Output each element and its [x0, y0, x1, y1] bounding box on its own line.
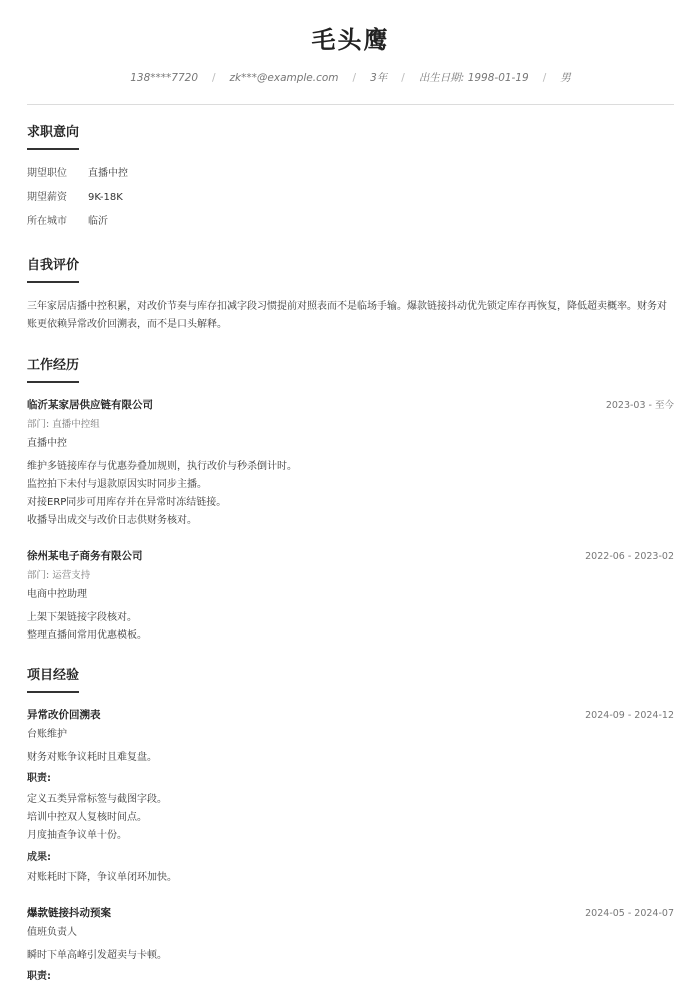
- intent-key: 所在城市: [27, 216, 67, 227]
- section-underline: [27, 148, 79, 150]
- project-date: 2024-05 - 2024-07: [585, 908, 674, 919]
- intent-row-city: [27, 215, 108, 229]
- job-org: 徐州某电子商务有限公司: [27, 550, 143, 562]
- job-date: 2022-06 - 2023-02: [585, 551, 674, 562]
- separator: /: [401, 72, 405, 84]
- section-underline: [27, 281, 79, 283]
- job-role: 直播中控: [27, 438, 67, 449]
- intent-row-salary: [27, 191, 123, 205]
- duty-line: 收播导出成交与改价日志供财务核对。: [27, 515, 197, 526]
- section-title-projects: [27, 667, 79, 685]
- duty-line: 定义五类异常标签与截图字段。: [27, 794, 167, 805]
- section-title-text: 求职意向: [27, 125, 80, 140]
- section-title-text: 工作经历: [27, 358, 80, 373]
- intent-key: 期望薪资: [27, 192, 67, 203]
- project-result-label: 成果:: [27, 852, 51, 863]
- job-date: 2023-03 - 至今: [605, 400, 674, 411]
- duty-line: 上架下架链接字段核对。: [27, 612, 137, 623]
- separator: /: [542, 72, 547, 84]
- section-title-work: [27, 357, 79, 375]
- gender-text: 男: [560, 72, 571, 84]
- duty-line: 监控拍下未付与退款原因实时同步主播。: [27, 479, 207, 490]
- intent-value: 直播中控: [88, 168, 128, 179]
- intent-key: 期望职位: [27, 168, 67, 179]
- separator: /: [352, 72, 357, 84]
- project-role: 值班负责人: [27, 927, 77, 938]
- project-desc: 瞬时下单高峰引发超卖与卡顿。: [27, 950, 167, 961]
- project-date: 2024-09 - 2024-12: [585, 710, 674, 721]
- duty-line: 月度抽查争议单十份。: [27, 830, 127, 841]
- project-desc: 财务对账争议耗时且难复盘。: [27, 752, 157, 763]
- duty-line: 对接ERP同步可用库存并在异常时冻结链接。: [27, 497, 227, 508]
- summary-text: 三年家居店播中控积累，对改价节奏与库存扣减字段习惯提前对照表而不是临场手输。爆款链接抖动优先锁定库存再恢复，降低超卖概率。财务对账更依赖异常改价回溯表，而不是口头解释。: [27, 301, 667, 330]
- job-duties: [27, 458, 297, 530]
- candidate-name: 毛头鹰: [311, 26, 390, 54]
- duty-line: 培训中控双人复核时间点。: [27, 812, 147, 823]
- phone-text: 138****7720: [130, 72, 198, 84]
- project-name: 异常改价回溯表: [27, 709, 101, 721]
- job-role: 电商中控助理: [27, 589, 87, 600]
- job-dept: 部门: 运营支持: [27, 570, 91, 581]
- section-title-text: 自我评价: [27, 258, 80, 273]
- project-result: 对账耗时下降，争议单闭环加快。: [27, 872, 177, 883]
- intent-value: 9K-18K: [88, 192, 123, 203]
- job-dept: 部门: 直播中控组: [27, 419, 100, 430]
- job-org: 临沂某家居供应链有限公司: [27, 399, 153, 411]
- separator: /: [212, 72, 216, 84]
- section-title-summary: [27, 257, 79, 275]
- section-title-text: 项目经验: [27, 668, 80, 683]
- project-duties: [27, 791, 167, 845]
- project-duty-label: 职责:: [27, 971, 51, 982]
- section-title-intent: [27, 124, 79, 142]
- intent-row-position: [27, 167, 128, 181]
- email-text: zk***@example.com: [229, 72, 339, 84]
- section-underline: [27, 381, 79, 383]
- duty-line: 维护多链接库存与优惠券叠加规则，执行改价与秒杀倒计时。: [27, 461, 297, 472]
- project-duty-label: 职责:: [27, 773, 51, 784]
- header-divider: [27, 104, 674, 105]
- job-duties: [27, 609, 147, 645]
- intent-value: 临沂: [88, 216, 108, 227]
- project-name: 爆款链接抖动预案: [27, 907, 111, 919]
- section-underline: [27, 691, 79, 693]
- experience-text: 3年: [370, 72, 388, 84]
- contact-line: [27, 70, 674, 86]
- birth-date-text: 出生日期: 1998-01-19: [418, 72, 529, 84]
- duty-line: 整理直播间常用优惠模板。: [27, 630, 147, 641]
- project-role: 台账维护: [27, 729, 67, 740]
